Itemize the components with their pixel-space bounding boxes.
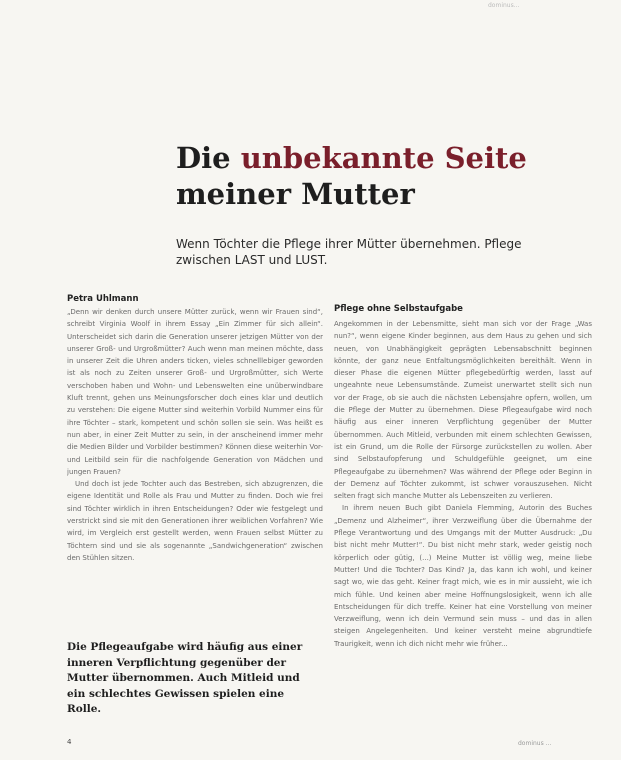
- right-paragraph: Angekommen in der Lebensmitte, sieht man sich vor der Frage „Was nun?“, wenn eigene Kinder beginnen, aus dem Haus zu gehen und sich neuen, von Unabhängigkeit geprägten Lebensabschnitt beginnen könnte, der ganz neue Entfaltungsmöglichkeiten bereithält. Wenn in dieser Phase die eigenen Mütter pflegebedürftig werden, lasst auf ungeahnte neue Lebensumstände. Zumeist unerwartet stellt sich nun vor der Frage, ob sie auch die nächsten Lebensjahre opfern, wollen, um die Pflege der Mutter zu übernehmen. Diese Pflegeaufgabe wird noch häufig aus einer inneren Verpflichtung gegenüber der Mutter übernommen. Auch Mitleid, verbunden mit einem schlechten Gewissen, ist ein Grund, um die Rolle der Fürsorge zurückstellen zu wollen. Aber sind Selbstaufopferung und Schuldgefühle geeignet, um eine Pflegeaufgabe zu übernehmen? Was während der Pflege oder Beginn in der Demenz auf Töchter zukommt, ist schwer vorauszusehen. Nicht selten fragt sich manche Mutter als Lebenszeiten zu verlieren.: [334, 320, 592, 501]
- right-column: [334, 318, 592, 750]
- page-number: 4: [67, 738, 72, 746]
- author-name: Petra Uhlmann: [67, 294, 139, 304]
- left-paragraph: „Denn wir denken durch unsere Mütter zurück, wenn wir Frauen sind“, schreibt Virginia Woolf in ihrem Essay „Ein Zimmer für sich allein“. Unterscheidet sich darin die Generation unserer jetzigen Mütter von der unserer Groß- und Urgroßmütter? Auch wenn man meinen möchte, dass in unserer Zeit die Uhren anders ticken, vieles schnelllebiger geworden ist als noch zu Zeiten unserer Groß- und Urgroßmütter, sich Werte verschoben haben und Wohn- und Lebenswelten eine unüberwindbare Kluft trennt, gehen uns Meinungsforscher doch eines klar und deutlich zu verstehen: Die eigene Mutter sind weiterhin Vorbild Nummer eins für ihre Töchter – stark, kompetent und schön sollen sie sein. Was heißt es nun aber, in einer Zeit Mutter zu sein, in der anscheinend immer mehr die Medien Bilder und Vorbilder bestimmen? Können diese weiterhin Vor- und Leitbild sein für die nachfolgende Generation von Mädchen und jungen Frauen?: [67, 308, 323, 476]
- article-subtitle: Wenn Töchter die Pflege ihrer Mütter übernehmen. Pflege zwischen LAST und LUST.: [176, 237, 522, 267]
- left-column: [67, 306, 323, 568]
- pull-quote: Die Pflegeaufgabe wird häufig aus einer inneren Verpflichtung gegenüber der Mutter übernommen. Auch Mitleid und ein schlechtes Gewissen spielen eine Rolle.: [67, 641, 303, 715]
- title-prefix: Die: [176, 141, 241, 175]
- footer-magazine: dominus ...: [518, 740, 552, 747]
- article-title: [176, 140, 527, 212]
- section-heading: Pflege ohne Selbstaufgabe: [334, 304, 463, 314]
- top-mark: dominus...: [488, 2, 520, 9]
- title-accent: unbekannte Seite: [240, 141, 527, 175]
- right-paragraph: In ihrem neuen Buch gibt Daniela Flemming, Autorin des Buches „Demenz und Alzheimer“, ihrer Verzweiflung über die Übernahme der Pflege Verantwortung und des Umgangs mit der Mutter Ausdruck: „Du bist nicht mehr Mutter!“. Du bist nicht mehr stark, weder geistig noch körperlich oder gütig, (...) Meine Mutter ist völlig weg, meine liebe Mutter! Und die Tochter? Das Kind? Ja, das kann ich wohl, und keiner sagt wo, wie das geht. Keiner fragt mich, wie es in mir aussieht, wie ich mich fühle. Und keinen aber meine Hoffnungslosigkeit, wenn ich alle Entscheidungen für dich treffe. Keiner hat eine Vorstellung von meiner Verzweiflung, wenn ich dein Vermund sein muss – und das in allen steigen Angelegenheiten. Und keiner versteht meine abgrundtiefe Traurigkeit, wenn ich dich nicht mehr wie früher...: [334, 504, 592, 648]
- left-paragraph: Und doch ist jede Tochter auch das Bestreben, sich abzugrenzen, die eigene Identität und Rolle als Frau und Mutter zu finden. Doch wie frei sind Töchter wirklich in ihren Entscheidungen? Oder wie festgelegt und verstrickt sind sie mit den Generationen ihrer weiblichen Vorfahren? Wie wird, im Vergleich erst gestellt werden, wenn Frauen selbst Mütter zu Töchtern sind und sie als sogenannte „Sandwichgeneration“ zwischen den Stühlen sitzen.: [67, 480, 323, 562]
- title-line2: meiner Mutter: [176, 177, 415, 211]
